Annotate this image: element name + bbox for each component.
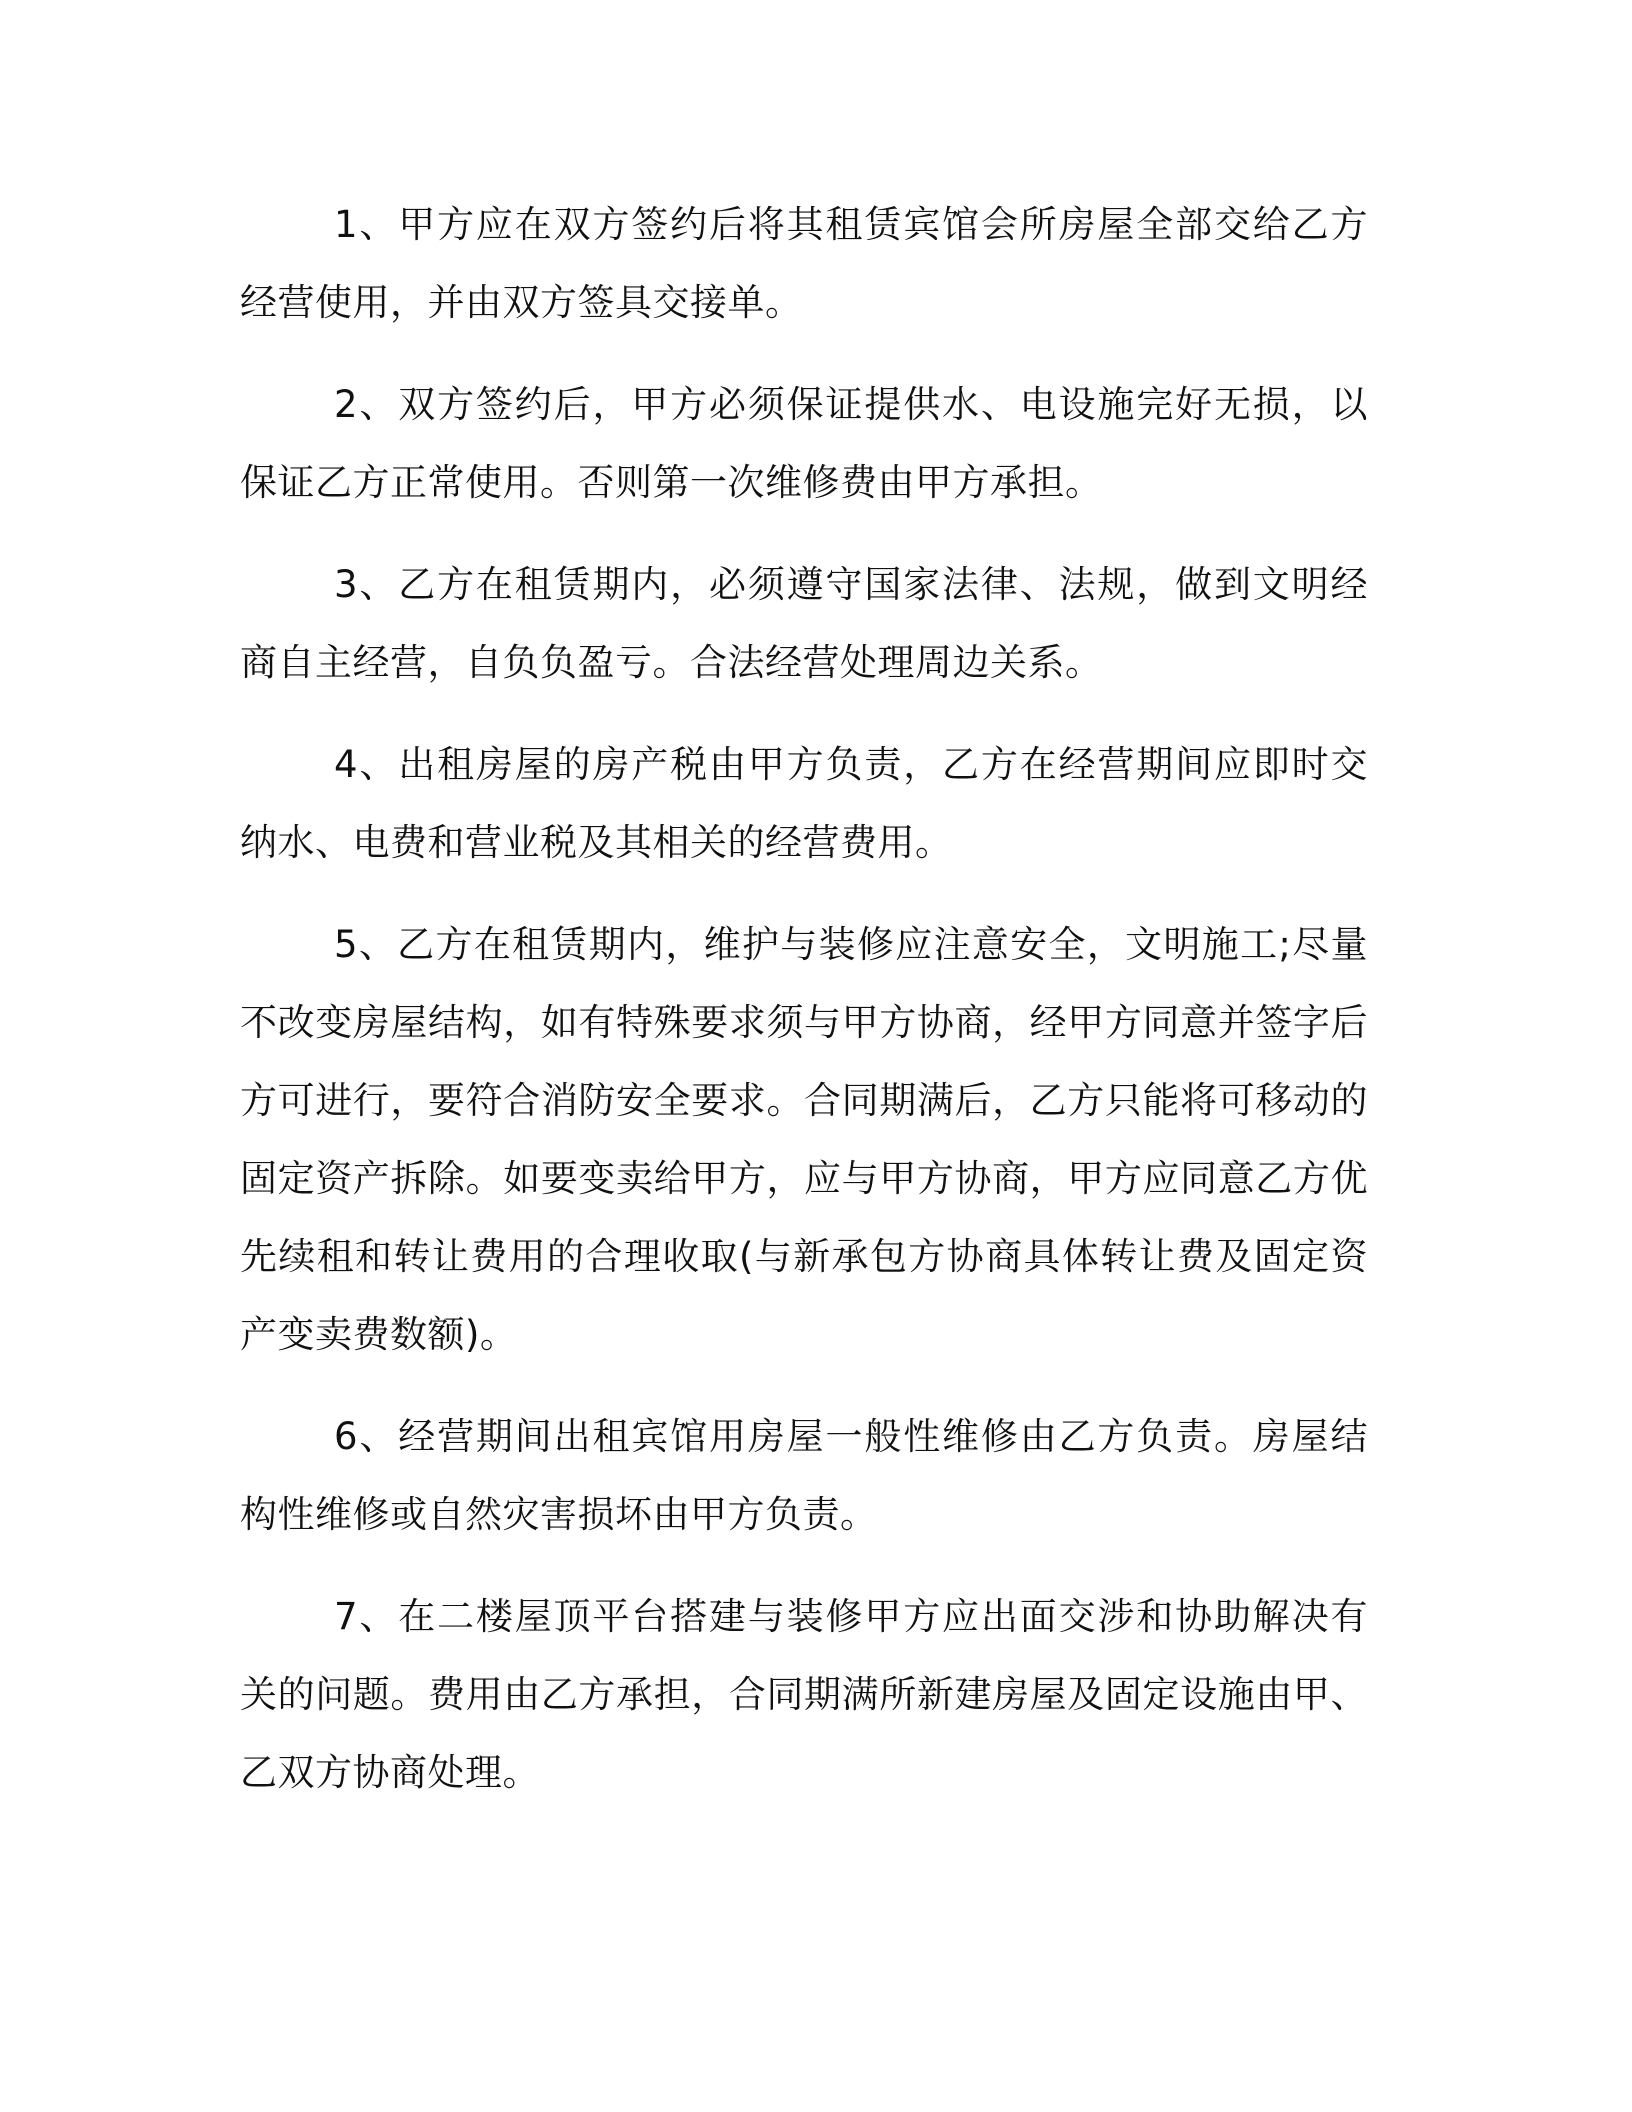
clause-3: 3、乙方在租赁期内，必须遵守国家法律、法规，做到文明经商自主经营，自负负盈亏。合法经营处理周边关系。 <box>240 563 1368 684</box>
clause-1: 1、甲方应在双方签约后将其租赁宾馆会所房屋全部交给乙方经营使用，并由双方签具交接单。 <box>240 203 1368 324</box>
clause-6: 6、经营期间出租宾馆用房屋一般性维修由乙方负责。房屋结构性维修或自然灾害损坏由甲方负责。 <box>240 1415 1368 1536</box>
clause-4: 4、出租房屋的房产税由甲方负责，乙方在经营期间应即时交纳水、电费和营业税及其相关的经营费用。 <box>240 743 1368 864</box>
document-page <box>240 186 1368 1836</box>
clause-7: 7、在二楼屋顶平台搭建与装修甲方应出面交涉和协助解决有关的问题。费用由乙方承担，合同期满所新建房屋及固定设施由甲、乙双方协商处理。 <box>240 1595 1368 1794</box>
clause-5: 5、乙方在租赁期内，维护与装修应注意安全，文明施工;尽量不改变房屋结构，如有特殊要求须与甲方协商，经甲方同意并签字后方可进行，要符合消防安全要求。合同期满后，乙方只能将可移动的固定资产拆除。如要变卖给甲方，应与甲方协商，甲方应同意乙方优先续租和转让费用的合理收取(与新承包方协商具体转让费及固定资产变卖费数额)。 <box>240 923 1368 1356</box>
clause-2: 2、双方签约后，甲方必须保证提供水、电设施完好无损，以保证乙方正常使用。否则第一次维修费由甲方承担。 <box>240 383 1368 504</box>
